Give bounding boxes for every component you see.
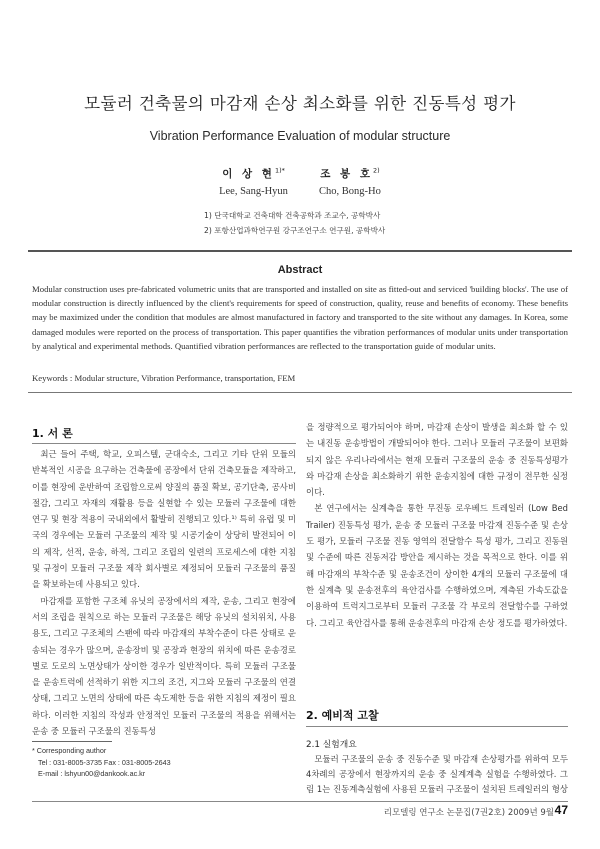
abstract-text: Modular construction uses pre-fabricated volumetric units that are transported and installed on site as fitted-out and serviced 'building blocks'. The use of modular construction is directly influenced by the client's requirements for speed of construction, quality, reuse and benefits of economy. These benefits may be maximized under the condition that modules are almost manufactured in factory and transported to the site without any damages. In Korea, some damaged modules were reported on the process of transportation. This paper quantifies the vibration performances of modular units under transportation by analytical and experimental methods. Quantified vibration performances are reflected to the transportation guide of modular units. (32, 284, 568, 351)
paragraph: 최근 들어 주택, 학교, 오피스텔, 군대숙소, 그리고 기타 단위 모듈의 반복적인 시공을 요구하는 건축물에 공장에서 단위 건축모듈을 제작하고, 이를 현장에 운반하여 조립함으로써 양질의 품질 확보, 공기단축, 공사비 절감, 그리고 자재의 재활용 등을 실현할 수 있는 모듈러 구조물에 대한 연구 및 현장 적용이 국내외에서 활발히 진행되고 있다.¹⁾ 특히 유럽 및 미국의 경우에는 모듈러 구조물의 제작 및 시공기술이 상당히 발전되어 이의 제작, 선적, 운송, 하적, 그리고 조립의 일련의 프로세스에 대한 지침 및 규정이 모듈러 구조물 제작 회사별로 제정되어 모듈러 구조물의 품질을 확보하는데 사용되고 있다. (32, 449, 297, 590)
left-column-body (32, 446, 296, 739)
author-2 (319, 166, 381, 197)
author-1-name-korean: 이 상 현$^{1)*}$ (222, 166, 285, 180)
abstract-heading: Abstract (277, 264, 323, 276)
author-2-name-english: Cho, Bong-Ho (319, 186, 381, 197)
author-1-name-english: Lee, Sang-Hyun (219, 186, 288, 197)
paragraph: 마감재를 포함한 구조체 유닛의 공장에서의 제작, 운송, 그리고 현장에서의 조립을 원칙으로 하는 모듈러 구조물은 해당 유닛의 설치위치, 사용용도, 그리고 구조체의 스팬에 따라 마감재의 부착수준이 다른 상태로 운송되는 경우가 많으며, 운송장비 및 공장과 현장의 위치에 따른 운송경로별로 도로의 노면상태가 상이한 경우가 일반적이다. 특히 모듈러 구조물을 운송트럭에 선적하기 위한 지그의 조건, 지그와 모듈러 구조물의 연결 상태, 그리고 노면의 상태에 따른 속도제한 등을 위한 지침의 제정이 필요하다. 이러한 지침의 작성과 안정적인 모듈러 구조물의 적용을 위해서는 운송 중 모듈러 구조물의 진동특성 (32, 595, 296, 737)
author-2-name-korean: 조 봉 호$^{2)}$ (320, 166, 380, 180)
right-column-body (306, 419, 568, 631)
section-2-rule (306, 726, 568, 727)
author-block (0, 166, 600, 197)
section-2-heading: 2. 예비적 고찰 (306, 709, 379, 722)
paper-title-english: Vibration Performance Evaluation of modular structure (149, 129, 451, 143)
footnote-email: E-mail : lshyun00@dankook.ac.kr (38, 769, 146, 779)
paragraph: 을 정량적으로 평가되어야 하며, 마감재 손상이 발생을 최소화 할 수 있는 내진동 운송방법이 개발되어야 한다. 그러나 모듈러 구조물이 보편화되지 않은 우리나라에서는 현재 모듈러 구조물의 운송 중 진동특성평가와 마감재 손상을 최소화하기 위한 운송지침에 대한 규정이 전무한 실정이다. (306, 422, 568, 498)
page-number: 47 (554, 803, 568, 817)
paragraph: 모듈러 구조물의 운송 중 진동수준 및 마감재 손상평가를 위하여 모두 4차례의 공장에서 현장까지의 운송 중 실계계측 실험을 수행하였다. 그림 1는 진동계측실험에 사용된 모듈러 구조물이 설치된 트레일러의 형상 (306, 754, 568, 795)
section-1-rule (32, 443, 296, 444)
footer-rule (32, 801, 568, 802)
paper-title-korean: 모듈러 건축물의 마감재 손상 최소화를 위한 진동특성 평가 (84, 94, 516, 113)
journal-footer: 리모델링 연구소 논문집(7권2호) 2009년 9월 (383, 808, 554, 818)
footnote-corresponding: * Corresponding author (32, 746, 107, 755)
right-column-body-2 (306, 752, 568, 798)
affiliation-2: 2) 포항산업과학연구원 강구조연구소 연구원, 공학박사 (204, 226, 386, 235)
footnote-rule (32, 741, 112, 742)
footnote (32, 745, 171, 780)
paragraph: 본 연구에서는 실계측을 통한 무진동 로우베드 트레일러 (Low Bed Trailer) 진동특성 평가, 운송 중 모듈러 구조물 마감재 진동수준 및 손상도 평가, 모듈러 구조물 진동 영역의 전달함수 특성 평가, 그리고 진동원 및 수준에 따른 진동저감 방안을 제시하는 것을 목적으로 한다. 이를 위해 마감재의 부착수준 및 운송조건이 상이한 4개의 모듈러 구조물에 대한 실계측 및 운송전후의 육안검사를 수행하였으며, 계측된 가속도값을 이용하여 트럭지그로부터 모듈러 구조물 각 부로의 전달함수를 구하였다. 그리고 육안검사를 통해 운송전후의 마감재 손상 정도를 평가하였다. (306, 503, 568, 628)
section-1-heading: 1. 서 론 (32, 427, 73, 440)
affiliation-1: 1) 단국대학교 건축대학 건축공학과 조교수, 공학박사 (204, 211, 381, 220)
footnote-phone: Tel : 031-8005-3735 Fax : 031-8005-2643 (38, 757, 171, 767)
keywords: Keywords : Modular structure, Vibration Performance, transportation, FEM (32, 373, 296, 383)
subsection-2-1-heading: 2.1 실험개요 (306, 740, 357, 750)
author-1 (219, 166, 288, 197)
